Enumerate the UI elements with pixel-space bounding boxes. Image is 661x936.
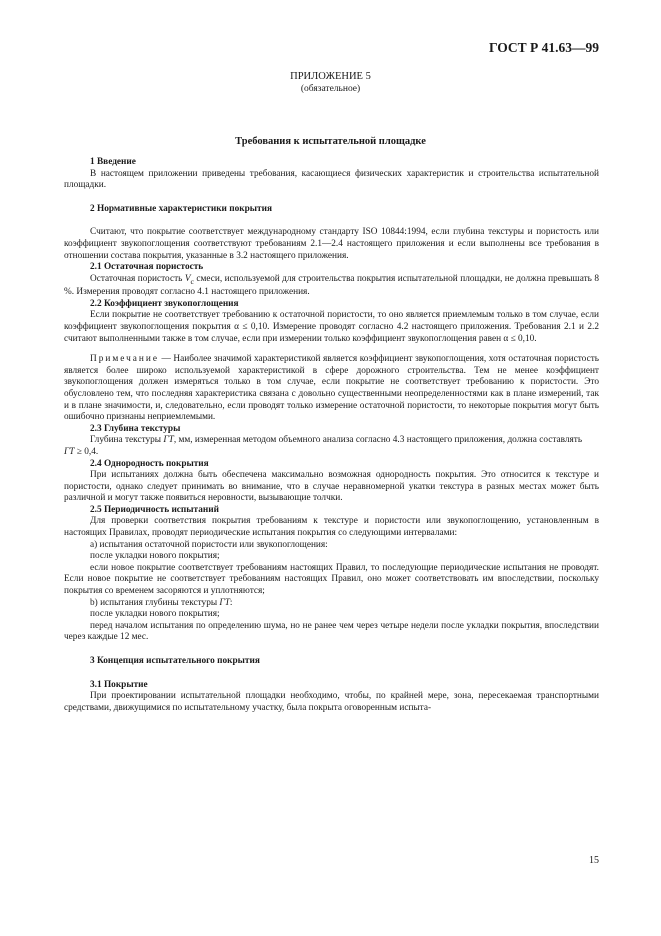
appendix-subtitle: (обязательное) [300,84,361,94]
document-code: ГОСТ Р 41.63—99 [488,40,599,55]
section-2-2-note: Примечание — Наиболее значимой характеристикой является коэффициент звукопоглощения, хотя остаточная пористость является более широко используемой характеристикой в сфере дорожного строительства. Тем не менее коэффициент звукопоглощения должен измеряться только в том случае, если покрытие не соответствует требованию к пористости. Это обусловлено тем, что последняя характеристика связана с довольно существенными неопределенностями как в плане измерений, так и в плане значимости, и, следовательно, если проводят только измерение остаточной пористости, то некоторые покрытия могут быть ошибочно признаны неприемлемыми. [64,354,599,423]
list-item-a-2: если новое покрытие соответствует требованиям настоящих Правил, то последующие периодические испытания не проводят. Если новое покрытие не соответствует требованиям настоящих Правил, оно может соответствовать им впоследствии, поскольку покрытия со временем засоряются и уплотняются; [64,562,599,597]
section-3-1-paragraph: При проектировании испытательной площадки необходимо, чтобы, по крайней мере, зона, пересекаемая транспортными средствами, движущимися по испытательному участку, была покрыта оговоренным испыта- [64,691,599,713]
page-number: 15 [589,855,599,866]
section-3-1-heading: 3.1 Покрытие [90,679,148,690]
section-2-heading: 2 Нормативные характеристики покрытия [90,203,272,214]
note-label: Примечание [90,354,159,365]
appendix-heading [0,70,661,96]
section-2-4-paragraph: При испытаниях должна быть обеспечена максимально возможная однородность покрытия. Это относится к текстуре и пористости, однако следует принимать во внимание, что в случае неравномерной укатки текстура в разных местах может быть различной и могут также появиться неровности, вызывающие толчки. [64,470,599,504]
list-item-b: b) испытания глубины текстуры ГТ: [90,597,233,608]
section-2-3-paragraph: Глубина текстуры ГТ, мм, измеренная методом объемного анализа согласно 4.3 настоящего приложения, должна составлять [90,435,583,446]
texture-depth-formula: ГТ ≥ 0,4. [64,446,99,457]
list-item-a: a) испытания остаточной пористости или звукопоглощения: [90,539,328,550]
section-2-2-paragraph: Если покрытие не соответствует требованию к остаточной пористости, то оно является приемлемым только в том случае, если коэффициент звукопоглощения покрытия α ≤ 0,10. Измерение проводят согласно 4.2 настоящего приложения. Требования 2.1 и 2.2 считают выполненными также в том случае, если при измерении только коэффициент звукопоглощения равен α ≤ 0,10. [64,310,599,344]
list-item-b-2: перед началом испытания по определению шума, но не ранее чем через четыре недели после укладки покрытия, впоследствии через каждые 12 мес. [64,620,599,643]
main-title: Требования к испытательной площадке [235,136,426,147]
section-2-paragraph: Считают, что покрытие соответствует международному стандарту ISO 10844:1994, если глубина текстуры и пористость или коэффициент звукопоглощения соответствуют требованиям 2.1—2.4 настоящего приложения и если выполнены все требования в отношении состава покрытия, указанные в 3.2 настоящего приложения. [64,227,599,261]
section-2-5-paragraph: Для проверки соответствия покрытия требованиям к текстуре и пористости или звукопоглощению, установленным в настоящих Правилах, проводят периодические испытания покрытия со следующими интервалами: [64,516,599,539]
section-3-heading: 3 Концепция испытательного покрытия [90,656,260,667]
section-1-paragraph: В настоящем приложении приведены требования, касающиеся физических характеристик и строительства испытательной площадки. [64,168,599,191]
section-1-heading: 1 Введение [90,157,136,167]
section-2-4-heading: 2.4 Однородность покрытия [90,458,209,469]
section-2-3-heading: 2.3 Глубина текстуры [90,423,181,434]
variable-v: V [184,273,191,284]
list-item-a-1: после укладки нового покрытия; [90,551,220,562]
section-2-2-heading: 2.2 Коэффициент звукопоглощения [90,298,239,309]
section-2-1-heading: 2.1 Остаточная пористость [90,262,204,273]
appendix-title: ПРИЛОЖЕНИЕ 5 [290,71,371,82]
list-item-b-1: после укладки нового покрытия; [90,609,220,620]
document-body [64,157,599,714]
section-2-5-heading: 2.5 Периодичность испытаний [90,504,219,515]
section-2-1-paragraph: Остаточная пористость $V_c$ смеси, используемой для строительства покрытия испытательной площадки, не должна превышать 8 %. Измерения проводят согласно 4.1 настоящего приложения. [64,273,599,298]
